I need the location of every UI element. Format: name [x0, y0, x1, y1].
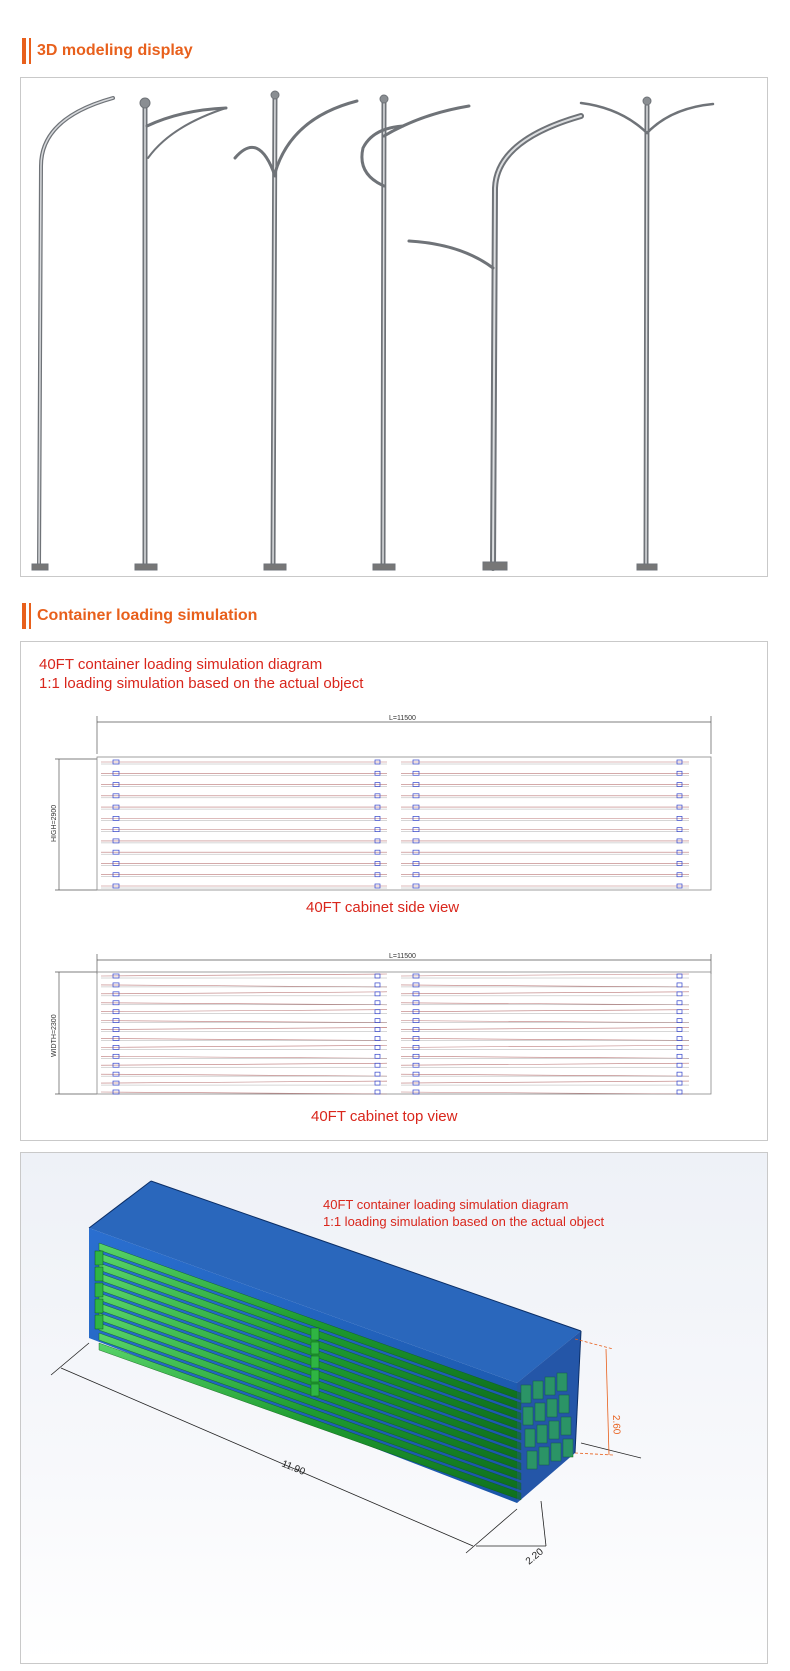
- pole-row: [101, 850, 387, 854]
- container-3d: [89, 1181, 581, 1503]
- pole-row: [401, 861, 689, 865]
- modeling-panel: [20, 77, 768, 577]
- pole-row: [401, 794, 689, 798]
- pole-row: [401, 983, 689, 987]
- pole-row: [401, 1028, 689, 1032]
- pole-row: [401, 1090, 689, 1094]
- top-view-drawing: [51, 953, 711, 1094]
- pole-model-2: [135, 98, 226, 570]
- section-header-container-loading: [22, 603, 257, 629]
- pole-row: [101, 992, 387, 996]
- top-view-poles: [101, 974, 689, 1094]
- pole-row: [101, 884, 387, 888]
- pole-model-5: [409, 116, 581, 570]
- loading-3d-render: [21, 1153, 767, 1663]
- pole-row: [101, 1072, 387, 1076]
- pole-end-plate: [311, 1370, 319, 1382]
- pole-row: [401, 992, 689, 996]
- pole-row: [101, 828, 387, 832]
- pole-end-plate: [311, 1384, 319, 1396]
- accent-bar-thin: [29, 603, 31, 629]
- height-dimension-label: 2.60: [610, 1414, 622, 1435]
- pole-row: [101, 1054, 387, 1058]
- pole-row: [101, 1063, 387, 1067]
- pole-row: [401, 1072, 689, 1076]
- pole-end-plate: [311, 1328, 319, 1340]
- pole-models-illustration: [21, 78, 767, 576]
- pole-row: [401, 884, 689, 888]
- pole-row: [101, 1081, 387, 1085]
- pole-row: [401, 1054, 689, 1058]
- pole-row: [401, 771, 689, 775]
- pole-row: [101, 816, 387, 820]
- pole-row: [401, 1001, 689, 1005]
- pole-row: [101, 1036, 387, 1040]
- pole-row: [101, 771, 387, 775]
- section-title: 3D modeling display: [37, 42, 193, 59]
- diagram-caption-line1: 40FT container loading simulation diagram: [39, 656, 323, 673]
- section-title: Container loading simulation: [37, 607, 258, 624]
- side-view-label: 40FT cabinet side view: [306, 899, 460, 916]
- pole-end-plate: [95, 1299, 103, 1313]
- pole-model-4: [362, 95, 469, 570]
- pole-row: [101, 1010, 387, 1014]
- pole-row: [401, 1019, 689, 1023]
- pole-row: [401, 873, 689, 877]
- pole-row: [401, 1081, 689, 1085]
- pole-end-plate: [95, 1251, 103, 1265]
- pole-row: [101, 1045, 387, 1049]
- pole-row: [101, 839, 387, 843]
- render-caption-line2: 1:1 loading simulation based on the actual object: [323, 1214, 605, 1229]
- pole-end-plate: [95, 1267, 103, 1281]
- pole-row: [101, 861, 387, 865]
- pole-model-1: [32, 98, 113, 570]
- pole-row: [101, 783, 387, 787]
- section-header-3d-modeling: [22, 38, 193, 64]
- top-length-dimension: L=11500: [389, 953, 416, 960]
- side-length-dimension: L=11500: [389, 715, 416, 722]
- pole-row: [101, 1019, 387, 1023]
- pole-row: [401, 974, 689, 978]
- pole-end-plate: [95, 1283, 103, 1297]
- diagram-caption-line2: 1:1 loading simulation based on the actual object: [39, 675, 364, 692]
- height-dimension-3d: [575, 1339, 613, 1455]
- pole-row: [101, 1028, 387, 1032]
- top-view-label: 40FT cabinet top view: [311, 1108, 458, 1125]
- pole-model-3: [235, 91, 357, 570]
- pole-row: [401, 805, 689, 809]
- pole-row: [101, 1001, 387, 1005]
- pole-row: [101, 760, 387, 764]
- side-view-drawing: [51, 715, 711, 890]
- loading-diagram-panel: [20, 641, 768, 1141]
- side-view-poles: [101, 760, 689, 888]
- pole-row: [101, 805, 387, 809]
- pole-model-6: [581, 97, 713, 570]
- pole-row: [401, 828, 689, 832]
- pole-row: [101, 983, 387, 987]
- pole-row: [401, 839, 689, 843]
- accent-bar: [22, 38, 26, 64]
- accent-bar: [22, 603, 26, 629]
- pole-row: [401, 816, 689, 820]
- length-dimension-3d: 11.90: [279, 1458, 307, 1478]
- pole-row: [401, 1010, 689, 1014]
- pole-row: [401, 1063, 689, 1067]
- pole-row: [101, 794, 387, 798]
- render-caption-line1: 40FT container loading simulation diagram: [323, 1197, 569, 1212]
- width-dimension-3d: 2.20: [523, 1546, 546, 1568]
- pole-row: [101, 873, 387, 877]
- loading-3d-panel: [20, 1152, 768, 1664]
- loading-2d-diagram: [21, 642, 767, 1140]
- pole-end-plate: [311, 1356, 319, 1368]
- accent-bar-thin: [29, 38, 31, 64]
- pole-row: [101, 974, 387, 978]
- pole-row: [401, 1045, 689, 1049]
- pole-row: [401, 783, 689, 787]
- pole-end-plate: [95, 1315, 103, 1329]
- pole-row: [401, 1036, 689, 1040]
- pole-row: [101, 1090, 387, 1094]
- pole-end-plate: [311, 1342, 319, 1354]
- top-width-dimension: WIDTH=2300: [51, 1014, 58, 1057]
- side-height-dimension: HIGH=2900: [51, 804, 58, 842]
- pole-row: [401, 760, 689, 764]
- pole-row: [401, 850, 689, 854]
